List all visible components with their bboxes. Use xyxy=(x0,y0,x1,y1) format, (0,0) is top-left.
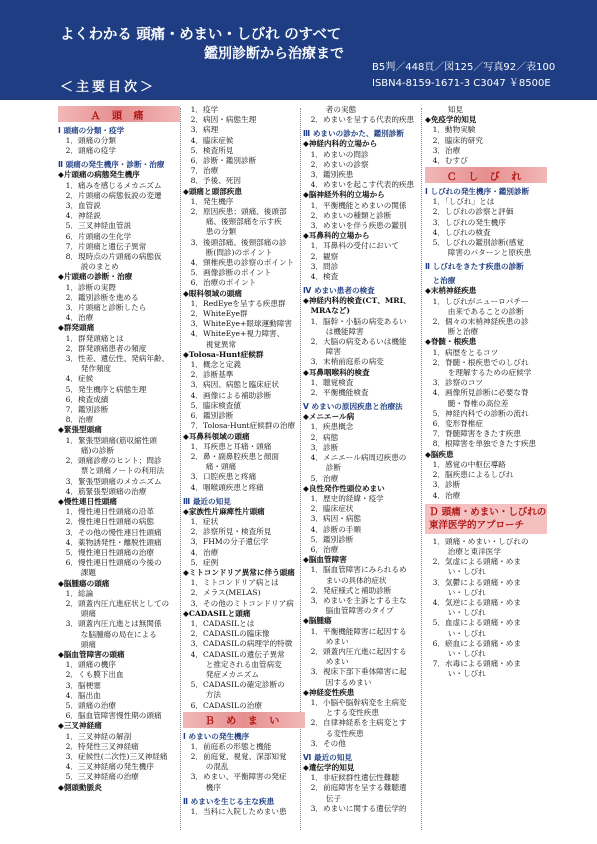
toc-entry: 5．CADASILの確定診断の xyxy=(183,680,285,690)
toc-entry: 5．神経内科での診断の流れ xyxy=(425,408,529,418)
toc-entry: 5．慢性連日性頭痛の治療 xyxy=(58,547,154,557)
toc-entry: 4．治療 xyxy=(58,313,94,323)
toc-entry: 2．鑑別診断を進める xyxy=(58,292,139,302)
toc-entry: 1．痛みを感じるメカニズム xyxy=(58,180,162,190)
section-banner: Ｃ し び れ xyxy=(425,167,547,183)
toc-entry: い・しびれ xyxy=(425,567,486,577)
toc-entry: 2．病因・病態生理 xyxy=(183,115,257,125)
toc-entry: 2．平衡機能検査 xyxy=(303,388,369,398)
toc-entry: 4．筋緊張型頭痛の治療 xyxy=(58,486,147,496)
toc-entry: 1．ミトコンドリア病とは xyxy=(183,578,279,588)
topic-heading: ◆眼科領域の頭痛 xyxy=(183,288,242,298)
toc-entry: 痛・頭痛 xyxy=(183,462,237,472)
toc-entry: 頭痛 xyxy=(58,609,96,619)
toc-entry: 1．耳鼻科の受付において xyxy=(303,241,399,251)
toc-entry: 1．小脳や脳幹病変を主病変 xyxy=(303,697,407,707)
toc-entry: 3．めまいに関する遺伝学的 xyxy=(303,803,407,813)
toc-entry: 4．治療 xyxy=(425,490,461,500)
toc-entry: 1．発生機序 xyxy=(183,196,234,206)
toc-entry: 1．しびれがニューロパチー xyxy=(425,296,529,306)
toc-entry: 3．診断 xyxy=(425,480,461,490)
toc-entry: 1．平衡機能とめまいの関係 xyxy=(303,200,407,210)
toc-entry: い・しびれ xyxy=(425,628,486,638)
chapter-heading: Ⅱ 頭痛の発生機序・診断・治療 xyxy=(58,160,165,170)
toc-entry: 1．脳幹・小脳の病変あるい xyxy=(303,316,407,326)
toc-entry: 伝子 xyxy=(303,793,341,803)
toc-entry: 4．咽喉頭疾患と疼痛 xyxy=(183,482,264,492)
toc-entry: 2．慢性連日性頭痛の病態 xyxy=(58,517,154,527)
topic-heading: ◆脳腫瘍の頭痛 xyxy=(58,578,110,588)
toc-entry: 2．脳疾患によるしびれ xyxy=(425,470,514,480)
toc-entry: 3．末梢前庭系の病変 xyxy=(303,357,384,367)
toc-entry: 4．気逆による頭痛・めま xyxy=(425,597,521,607)
toc-entry: 1．RedEyeを呈する疾患群 xyxy=(183,298,286,308)
toc-entry: 課題 xyxy=(58,568,96,578)
chapter-heading: Ⅰ しびれの発生機序・鑑別診断 xyxy=(425,187,530,197)
toc-entry: 3．その他 xyxy=(303,738,346,748)
topic-heading: ◆脳疾患 xyxy=(425,449,454,459)
toc-entry: 1．慢性連日性頭痛の沿革 xyxy=(58,507,154,517)
topic-heading: ◆片頭痛の病態発生機序 xyxy=(58,170,140,180)
toc-entry: 3．診断 xyxy=(303,442,339,452)
topic-heading: MRAなど) xyxy=(303,306,350,316)
toc-entry: 6．診断・鑑別診断 xyxy=(183,156,257,166)
toc-entry: 8．現時点の片頭痛の病態仮 xyxy=(58,252,162,262)
toc-entry: 治療と東洋医学 xyxy=(425,546,501,556)
toc-entry: 4．症候 xyxy=(58,374,94,384)
topic-heading: ◆頭痛と頭部疾患 xyxy=(183,186,242,196)
topic-heading: ◆耳鼻科領域の頭痛 xyxy=(183,431,250,441)
toc-entry: 1．CADASILとは xyxy=(183,618,255,628)
topic-heading: ◆側頭動脈炎 xyxy=(58,782,102,792)
toc-entry: 障害のパターンと原疾患 xyxy=(425,248,532,258)
topic-heading: ◆脳血管障害の頭痛 xyxy=(58,649,125,659)
toc-entry: 2．臨床症状 xyxy=(303,504,354,514)
toc-entry: 5．頭痛の治療 xyxy=(58,700,116,710)
toc-entry: 6．治療 xyxy=(303,544,339,554)
toc-entry: る変性疾患 xyxy=(303,728,364,738)
toc-entry: 1．疫学 xyxy=(183,105,219,114)
toc-entry: 4．神経説 xyxy=(58,211,101,221)
toc-entry: 5．しびれの鑑別診断(感覚 xyxy=(425,238,524,248)
toc-entry: 2．自律神経系を主病変とす xyxy=(303,718,407,728)
toc-entry: 3．その他のミトコンドリア病 xyxy=(183,598,294,608)
toc-entry: 4．しびれの検査 xyxy=(425,227,491,237)
topic-heading: ◆脳神経外科的立場から xyxy=(303,190,385,200)
toc-entry: 痛)の診断 xyxy=(58,445,115,455)
toc-entry: 4．めまいを起こす代表的疾患 xyxy=(303,180,415,190)
toc-entry: 5．治療 xyxy=(303,473,339,483)
book-specs: B5判／448頁／図125／写真92／表100 xyxy=(372,62,556,73)
toc-entry: 2．WhiteEye群 xyxy=(183,309,248,319)
chapter-heading: Ⅲ 最近の知見 xyxy=(183,496,231,506)
toc-entry: 5．三叉神経血管説 xyxy=(58,221,132,231)
toc-entry: 診断 xyxy=(303,463,341,473)
toc-entry: 4．三叉神経痛の発生機序 xyxy=(58,762,154,772)
toc-entry: 2．頭痛の疫学 xyxy=(58,146,116,156)
toc-entry: 2．個々の末梢神経疾患の診 xyxy=(425,317,529,327)
toc-entry: 1．頭痛の機序 xyxy=(58,660,116,670)
toc-entry: 6．瘀血による頭痛・めま xyxy=(425,638,521,648)
toc-entry: い・しびれ xyxy=(425,648,486,658)
toc-entry: 2．気虚による頭痛・めま xyxy=(425,557,521,567)
toc-entry: 1．平衡機能障害に起因する xyxy=(303,626,407,636)
chapter-heading: Ⅰ 頭痛の分類・疫学 xyxy=(58,126,125,135)
chapter-heading: Ⅵ 最近の知見 xyxy=(303,752,352,762)
toc-entry: 7．脊髄障害をきたす疾患 xyxy=(425,429,521,439)
toc-entry: 4．治療 xyxy=(183,547,219,557)
toc-entry: 6．鑑別診断 xyxy=(183,411,234,421)
toc-entry: い・しびれ xyxy=(425,608,486,618)
toc-entry: 4．臨床症候 xyxy=(183,135,234,145)
toc-entry: 1．症状 xyxy=(183,516,219,526)
toc-entry: 3．脳梗塞 xyxy=(58,680,101,690)
toc-entry: 痛、後頸部痛を示す疾 xyxy=(183,217,282,227)
toc-entry: 2．前庭障害を呈する難聴遺 xyxy=(303,783,407,793)
toc-entry: 2．観察 xyxy=(303,251,339,261)
toc-entry: 5．臨床検査値 xyxy=(183,400,241,410)
chapter-heading: と治療 xyxy=(425,276,456,286)
topic-heading: ◆免疫学的知見 xyxy=(425,115,477,125)
section-banner: Ａ 頭 痛 xyxy=(58,106,180,122)
toc-entry: 脳血管障害のタイプ xyxy=(303,606,394,616)
toc-entry: 1．頭痛の分類 xyxy=(58,136,116,145)
toc-entry: 5．発生機序と病態生理 xyxy=(58,384,147,394)
toc-entry: 2．めまいの診察 xyxy=(303,159,369,169)
topic-heading: ◆ミトコンドリア異常に伴う頭痛 xyxy=(183,567,295,577)
toc-entry: 4．脳出血 xyxy=(58,690,101,700)
toc-entry: 2．メラス(MELAS) xyxy=(183,588,261,598)
topic-heading: ◆群発頭痛 xyxy=(58,323,95,333)
column-divider xyxy=(180,108,181,830)
topic-heading: ◆緊張型頭痛 xyxy=(58,425,102,435)
toc-entry: 6．治療のポイント xyxy=(183,278,257,288)
toc-entry: 2．群発頭痛患者の頻度 xyxy=(58,343,147,353)
toc-entry: 3．緊張型頭痛のメカニズム xyxy=(58,476,162,486)
toc-entry: めまい xyxy=(303,657,349,667)
chapter-heading: Ⅲ めまいの診かた、鑑別診断 xyxy=(303,129,404,139)
toc-entry: 3．血管説 xyxy=(58,201,101,211)
toc-entry: 断(問診)のポイント xyxy=(183,247,273,257)
toc-entry: 2．頭蓋内圧亢進に起因する xyxy=(303,646,407,656)
toc-entry: 1．病歴をとるコツ xyxy=(425,347,499,357)
toc-entry: 4．メニエール病周辺疾患の xyxy=(303,453,407,463)
toc-entry: 視覚異常 xyxy=(183,339,237,349)
toc-entry: 3．視床下部下垂体障害に起 xyxy=(303,667,407,677)
toc-entry: 5．症例 xyxy=(183,557,219,567)
toc-entry: まいの具体的症状 xyxy=(303,575,387,585)
topic-heading: ◆脳腫瘍 xyxy=(303,616,332,626)
topic-heading: ◆メニエール病 xyxy=(303,412,355,422)
section-banner: Ｄ 頭痛・めまい・しびれの 東洋医学的アプローチ xyxy=(425,504,547,534)
toc-entry: 8．根障害を単独できたす疾患 xyxy=(425,439,537,449)
toc-entry: 3．その他の慢性連日性頭痛 xyxy=(58,527,162,537)
toc-entry: 断と治療 xyxy=(425,327,479,337)
toc-entry: 6．脳血管障害慢性期の頭痛 xyxy=(58,711,162,721)
toc-entry: 6．慢性連日性頭痛の今後の xyxy=(58,558,162,568)
toc-entry: 2．診察所見・検査所見 xyxy=(183,527,272,537)
toc-entry: 2．めまいを呈する代表的疾患 xyxy=(303,115,415,125)
toc-entry: 1．めまいの問診 xyxy=(303,149,369,159)
toc-entry: 3．めまい、平衡障害の発症 xyxy=(183,772,287,782)
toc-entry: 2．頭痛診療のヒント；問診 xyxy=(58,456,162,466)
toc-entry: 3．鑑別疾患 xyxy=(303,170,354,180)
toc-entry: 3．FHMの分子遺伝学 xyxy=(183,537,269,547)
toc-entry: 2．特発性三叉神経痛 xyxy=(58,741,139,751)
toc-entry: 1．三叉神経の解剖 xyxy=(58,731,132,741)
toc-entry: 3．診察のコツ xyxy=(425,378,483,388)
toc-entry: 障害 xyxy=(303,347,341,357)
toc-entry: い・しびれ xyxy=(425,587,486,597)
toc-entry: 頭痛 xyxy=(58,639,96,649)
toc-entry: 知見 xyxy=(425,105,463,114)
toc-entry: 1．「しびれ」とは xyxy=(425,197,495,207)
book-isbn: ISBN4-8159-1671-3 C3047 ￥8500E xyxy=(372,78,551,89)
toc-entry: 3．性差、遺伝性、発病年齢、 xyxy=(58,354,170,364)
topic-heading: ◆脊髄・根疾患 xyxy=(425,337,477,347)
toc-entry: 3．問診 xyxy=(303,261,339,271)
toc-entry: 1．動物実験 xyxy=(425,125,476,135)
header-banner xyxy=(0,0,597,100)
toc-entry: 2．めまいの種類と診断 xyxy=(303,210,392,220)
toc-entry: 3．病因、病態と臨床症状 xyxy=(183,380,279,390)
section-banner: Ｂ め ま い xyxy=(183,712,305,728)
toc-entry: 1．頭痛・めまい・しびれの xyxy=(425,536,529,546)
toc-entry: 7．水毒による頭痛・めま xyxy=(425,659,521,669)
toc-entry: 3．しびれの発生機序 xyxy=(425,217,506,227)
toc-entry: 5．血虚による頭痛・めま xyxy=(425,618,521,628)
topic-heading: ◆慢性連日性頭痛 xyxy=(58,496,117,506)
toc-entry: 票と頭痛ノートの利用法 xyxy=(58,466,165,476)
toc-entry: 2．前庭覚、視覚、深部知覚 xyxy=(183,751,287,761)
topic-heading: ◆耳鼻咽喉科的検査 xyxy=(303,367,370,377)
toc-entry: 1．聴覚検査 xyxy=(303,377,354,387)
toc-entry: 3．症候性(二次性)三叉神経痛 xyxy=(58,751,168,761)
toc-entry: 5．検査所見 xyxy=(183,145,234,155)
toc-entry: 1．疾患概念 xyxy=(303,422,354,432)
topic-heading: ◆Tolosa-Hunt症候群 xyxy=(183,349,264,359)
toc-entry: 1．脳血管障害にみられるめ xyxy=(303,565,407,575)
toc-column-1 xyxy=(58,105,180,793)
toc-entry: 由来であることの診断 xyxy=(425,306,524,316)
toc-entry: の混乱 xyxy=(183,762,229,772)
toc-entry: 2．診断基準 xyxy=(183,370,234,380)
toc-entry: 3．気鬱による頭痛・めま xyxy=(425,577,521,587)
toc-entry: 2．鼻・副鼻腔疾患と顔面 xyxy=(183,451,279,461)
toc-entry: 2．発症様式と補助診断 xyxy=(303,585,392,595)
toc-entry: 3．治療 xyxy=(425,145,461,155)
toc-entry: 5．鑑別診断 xyxy=(303,534,354,544)
toc-entry: 3．病因・病態 xyxy=(303,514,361,524)
toc-entry: 3．片頭痛と診断したら xyxy=(58,303,147,313)
toc-column-3 xyxy=(303,105,425,814)
toc-entry: 方法 xyxy=(183,690,221,700)
toc-entry: 5．画像診断のポイント xyxy=(183,268,272,278)
topic-heading: ◆家族性片麻痺性片頭痛 xyxy=(183,506,265,516)
chapter-heading: Ⅰ めまいの発生機序 xyxy=(183,731,250,741)
toc-entry: 者の実態 xyxy=(303,105,357,114)
topic-heading: ◆三叉神経痛 xyxy=(58,721,102,731)
topic-heading: ◆耳鼻科的立場から xyxy=(303,231,370,241)
toc-entry: 3．口腔疾患と疼痛 xyxy=(183,472,257,482)
toc-entry: 1．総論 xyxy=(58,588,94,598)
toc-entry: 説のまとめ xyxy=(58,262,119,272)
toc-entry: 3．めまいを伴う疾患の鑑別 xyxy=(303,221,407,231)
toc-column-2 xyxy=(183,105,305,817)
toc-heading: ＜主要目次＞ xyxy=(60,80,157,95)
chapter-heading: Ⅱ めまいを生じる主な疾患 xyxy=(183,796,275,806)
toc-entry: 1．非症候群性遺伝性難聴 xyxy=(303,773,399,783)
chapter-heading: Ⅱ しびれをきたす疾患の診断 xyxy=(425,262,524,272)
toc-entry: 7．治療 xyxy=(183,166,219,176)
topic-heading: ◆片頭痛の診断・治療 xyxy=(58,272,133,282)
toc-entry: 発作頻度 xyxy=(58,364,112,374)
toc-entry: 4．画像所見診断に必要な脊 xyxy=(425,388,529,398)
topic-heading: ◆脳血管障害 xyxy=(303,555,347,565)
toc-entry: 3．CADASILの病理学的特徴 xyxy=(183,639,293,649)
chapter-heading: Ⅴ めまいの原因疾患と治療法 xyxy=(303,402,403,412)
toc-entry: 3．WhiteEye+眼球運動障害 xyxy=(183,319,292,329)
topic-heading: ◆遺伝学的知見 xyxy=(303,762,355,772)
toc-entry: とする変性疾患 xyxy=(303,708,379,718)
toc-entry: と推定される血管病変 xyxy=(183,659,282,669)
toc-entry: な脳腫瘍の局在による xyxy=(58,629,157,639)
toc-entry: 1．耳疾患と耳痛・頭痛 xyxy=(183,441,272,451)
toc-entry: 患の分類 xyxy=(183,227,237,237)
toc-entry: 3．病理 xyxy=(183,125,219,135)
toc-entry: 4．薬物誘発性・離脱性頭痛 xyxy=(58,537,162,547)
toc-entry: 8．治療 xyxy=(58,415,94,425)
toc-entry: 6．CADASILの治療 xyxy=(183,700,262,710)
toc-entry: めまい xyxy=(303,636,349,646)
toc-entry: 7．Tolosa-Hunt症候群の治療 xyxy=(183,421,296,431)
toc-entry: 3．後頭部痛、後頸部痛の診 xyxy=(183,237,287,247)
toc-entry: 2．脊髄・根疾患でのしびれ xyxy=(425,357,529,367)
toc-entry: 4．WhiteEye+視力障害、 xyxy=(183,329,285,339)
toc-entry: 髄・脊椎の高位差 xyxy=(425,398,509,408)
toc-entry: 8．予後、死因 xyxy=(183,176,241,186)
toc-entry: い・しびれ xyxy=(425,669,486,679)
toc-entry: 4．頸椎疾患の診察のポイント xyxy=(183,258,295,268)
toc-entry: 5．三叉神経痛の治療 xyxy=(58,772,139,782)
toc-entry: を理解するための症候学 xyxy=(425,368,532,378)
toc-entry: 1．診断の実際 xyxy=(58,282,116,292)
toc-entry: 2．臨床的研究 xyxy=(425,135,483,145)
topic-heading: ◆神経内科的立場から xyxy=(303,139,378,149)
toc-entry: 2．頭蓋内圧亢進症状としての xyxy=(58,598,170,608)
toc-entry: 2．しびれの診察と評価 xyxy=(425,207,514,217)
toc-entry: 6．検査成績 xyxy=(58,394,109,404)
toc-entry: 4．むすび xyxy=(425,156,468,166)
toc-entry: 4．診断の手順 xyxy=(303,524,361,534)
toc-entry: 4．検査 xyxy=(303,272,339,282)
toc-entry: 1．概念と定義 xyxy=(183,360,241,370)
toc-entry: 1．当科に入院しためまい患 xyxy=(183,806,287,816)
toc-entry: 2．大脳の病変あるいは機能 xyxy=(303,337,407,347)
toc-entry: 6．片頭痛の生化学 xyxy=(58,231,132,241)
toc-entry: 2．片頭痛の病態仮説の変遷 xyxy=(58,190,162,200)
toc-entry: 3．めまいを主訴とする主な xyxy=(303,595,407,605)
topic-heading: ◆良性発作性頭位めまい xyxy=(303,483,385,493)
toc-entry: 7．鑑別診断 xyxy=(58,405,109,415)
toc-entry: 機序 xyxy=(183,782,221,792)
book-title: よくわかる 頭痛・めまい・しびれ のすべて xyxy=(60,27,342,43)
toc-entry: 2．くも膜下出血 xyxy=(58,670,124,680)
topic-heading: ◆神経内科的検査(CT、MRI、 xyxy=(303,296,411,306)
toc-entry: は機能障害 xyxy=(303,326,364,336)
toc-entry: 4．画像による補助診断 xyxy=(183,390,272,400)
toc-entry: 4．CADASILの遺伝子異常 xyxy=(183,649,285,659)
toc-entry: 3．頭蓋内圧亢進とは無関係 xyxy=(58,619,162,629)
toc-entry: 6．変形脊椎症 xyxy=(425,419,483,429)
toc-entry: 2．CADASILの臨床像 xyxy=(183,629,270,639)
toc-entry: 2．原因疾患；頭痛、後頭部 xyxy=(183,207,287,217)
topic-heading: ◆神経変性疾患 xyxy=(303,687,355,697)
toc-entry: 1．緊張型頭痛(筋収縮性頭 xyxy=(58,435,157,445)
toc-entry: 1．群発頭痛とは xyxy=(58,333,124,343)
book-subtitle: 鑑別診断から治療まで xyxy=(204,46,344,62)
toc-entry: 発症メカニズム xyxy=(183,669,259,679)
toc-entry: 1．歴史的経緯・疫学 xyxy=(303,493,384,503)
chapter-heading: Ⅳ めまい患者の検査 xyxy=(303,286,375,296)
toc-entry: 7．片頭痛と遺伝子異常 xyxy=(58,241,147,251)
toc-entry: 2．病態 xyxy=(303,432,339,442)
topic-heading: ◆CADASILと頭痛 xyxy=(183,608,251,618)
toc-entry: 1．前庭系の形態と機能 xyxy=(183,741,272,751)
toc-column-4 xyxy=(425,105,547,680)
toc-entry: 1．感覚の中枢伝導路 xyxy=(425,459,506,469)
toc-entry: 因するめまい xyxy=(303,677,372,687)
topic-heading: ◆末梢神経疾患 xyxy=(425,286,477,296)
